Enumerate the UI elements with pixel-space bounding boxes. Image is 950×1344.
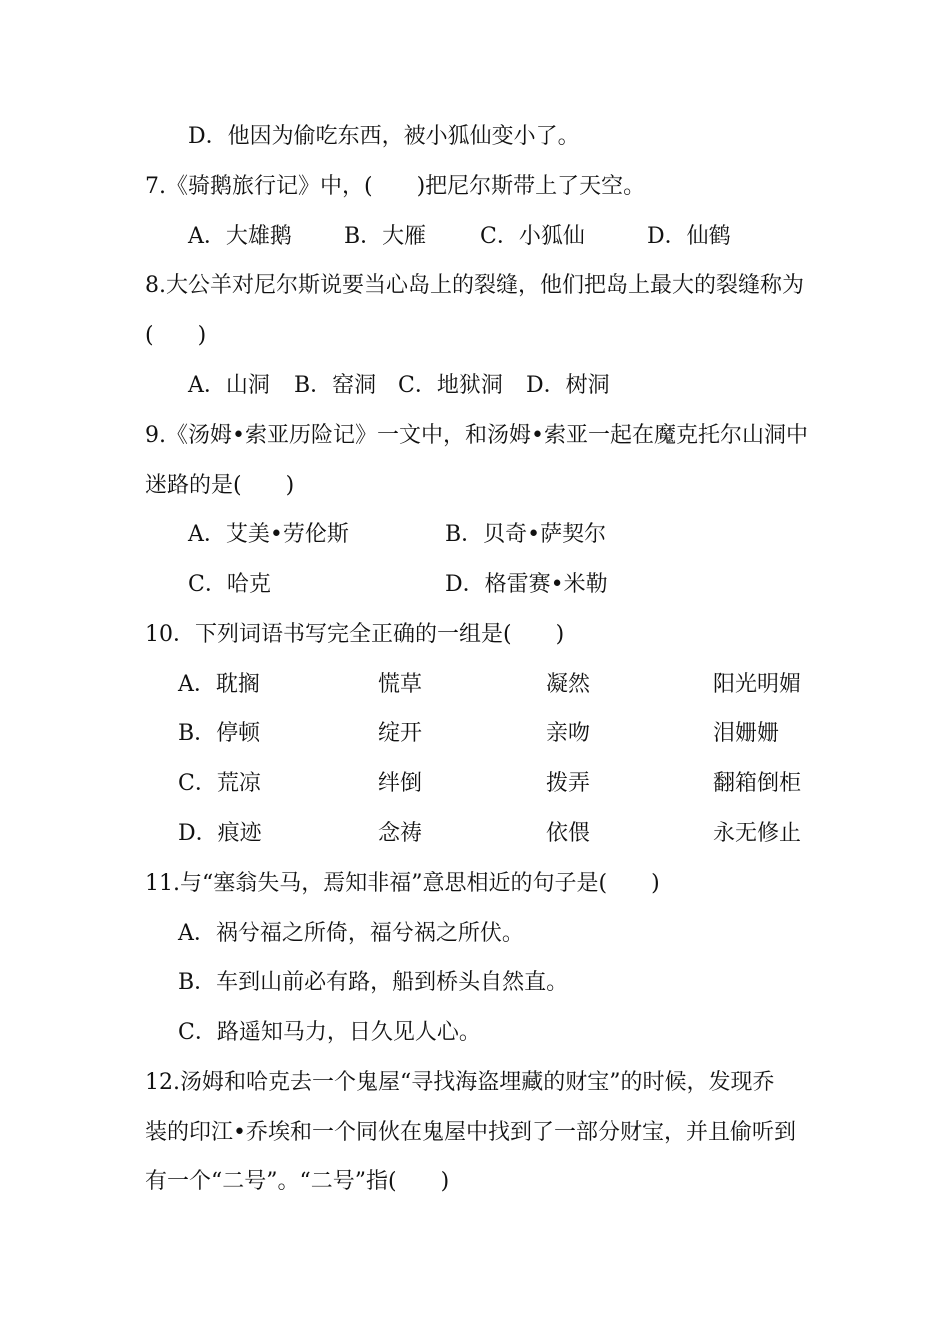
q11-option-a: A．祸兮福之所倚，福兮祸之所伏。	[178, 921, 524, 946]
q6-option-d: D．他因为偷吃东西，被小狐仙变小了。	[188, 124, 580, 149]
q10-row-d-word1: D．痕迹	[178, 821, 262, 846]
q10-row-c-word2: 绊倒	[378, 771, 423, 796]
q10-row-b-word2: 绽开	[378, 721, 423, 746]
q7-stem: 7.《骑鹅旅行记》中，( )把尼尔斯带上了天空。	[145, 174, 646, 199]
q7-option-d: D．仙鹤	[647, 224, 731, 249]
q10-row-a-word4: 阳光明媚	[713, 672, 802, 697]
q10-row-c-word1: C．荒凉	[178, 771, 261, 796]
q10-stem: 10．下列词语书写完全正确的一组是( )	[145, 622, 565, 647]
q8-option-d: D．树洞	[526, 373, 610, 398]
q12-stem-line3: 有一个“二号”。“二号”指( )	[145, 1169, 450, 1194]
q8-option-a: A．山洞	[188, 373, 270, 398]
q10-row-c-word4: 翻箱倒柜	[713, 771, 802, 796]
q10-row-b-word4: 泪姗姗	[713, 721, 780, 746]
q10-row-b-word3: 亲吻	[546, 721, 591, 746]
q12-stem-line1: 12.汤姆和哈克去一个鬼屋“寻找海盗埋藏的财宝”的时候，发现乔	[145, 1070, 775, 1095]
q9-stem-line2: 迷路的是( )	[145, 473, 295, 498]
q8-option-b: B．窑洞	[294, 373, 377, 398]
q11-option-b: B．车到山前必有路，船到桥头自然直。	[178, 970, 569, 995]
q9-option-a: A．艾美•劳伦斯	[188, 522, 349, 547]
q7-option-a: A．大雄鹅	[188, 224, 292, 249]
q10-row-d-word4: 永无修止	[713, 821, 802, 846]
q7-option-c: C．小狐仙	[480, 224, 585, 249]
q8-stem-line2: ( )	[145, 323, 207, 348]
q11-option-c: C．路遥知马力，日久见人心。	[178, 1020, 481, 1045]
q10-row-b-word1: B．停顿	[178, 721, 261, 746]
q10-row-a-word1: A．耽搁	[178, 672, 260, 697]
q10-row-d-word3: 依偎	[546, 821, 591, 846]
q10-row-c-word3: 拨弄	[546, 771, 591, 796]
q11-stem: 11.与“塞翁失马，焉知非福”意思相近的句子是( )	[145, 871, 660, 896]
q8-option-c: C．地狱洞	[398, 373, 503, 398]
q12-stem-line2: 装的印江•乔埃和一个同伙在鬼屋中找到了一部分财宝，并且偷听到	[145, 1120, 796, 1145]
q9-option-b: B．贝奇•萨契尔	[445, 522, 607, 547]
q8-stem-line1: 8.大公羊对尼尔斯说要当心岛上的裂缝，他们把岛上最大的裂缝称为	[145, 273, 804, 298]
q9-option-c: C．哈克	[188, 572, 271, 597]
q10-row-a-word3: 凝然	[546, 672, 591, 697]
q9-stem-line1: 9.《汤姆•索亚历险记》一文中，和汤姆•索亚一起在魔克托尔山洞中	[145, 423, 808, 448]
q7-option-b: B．大雁	[344, 224, 427, 249]
q10-row-d-word2: 念祷	[378, 821, 423, 846]
q10-row-a-word2: 慌草	[378, 672, 423, 697]
q9-option-d: D．格雷赛•米勒	[445, 572, 608, 597]
